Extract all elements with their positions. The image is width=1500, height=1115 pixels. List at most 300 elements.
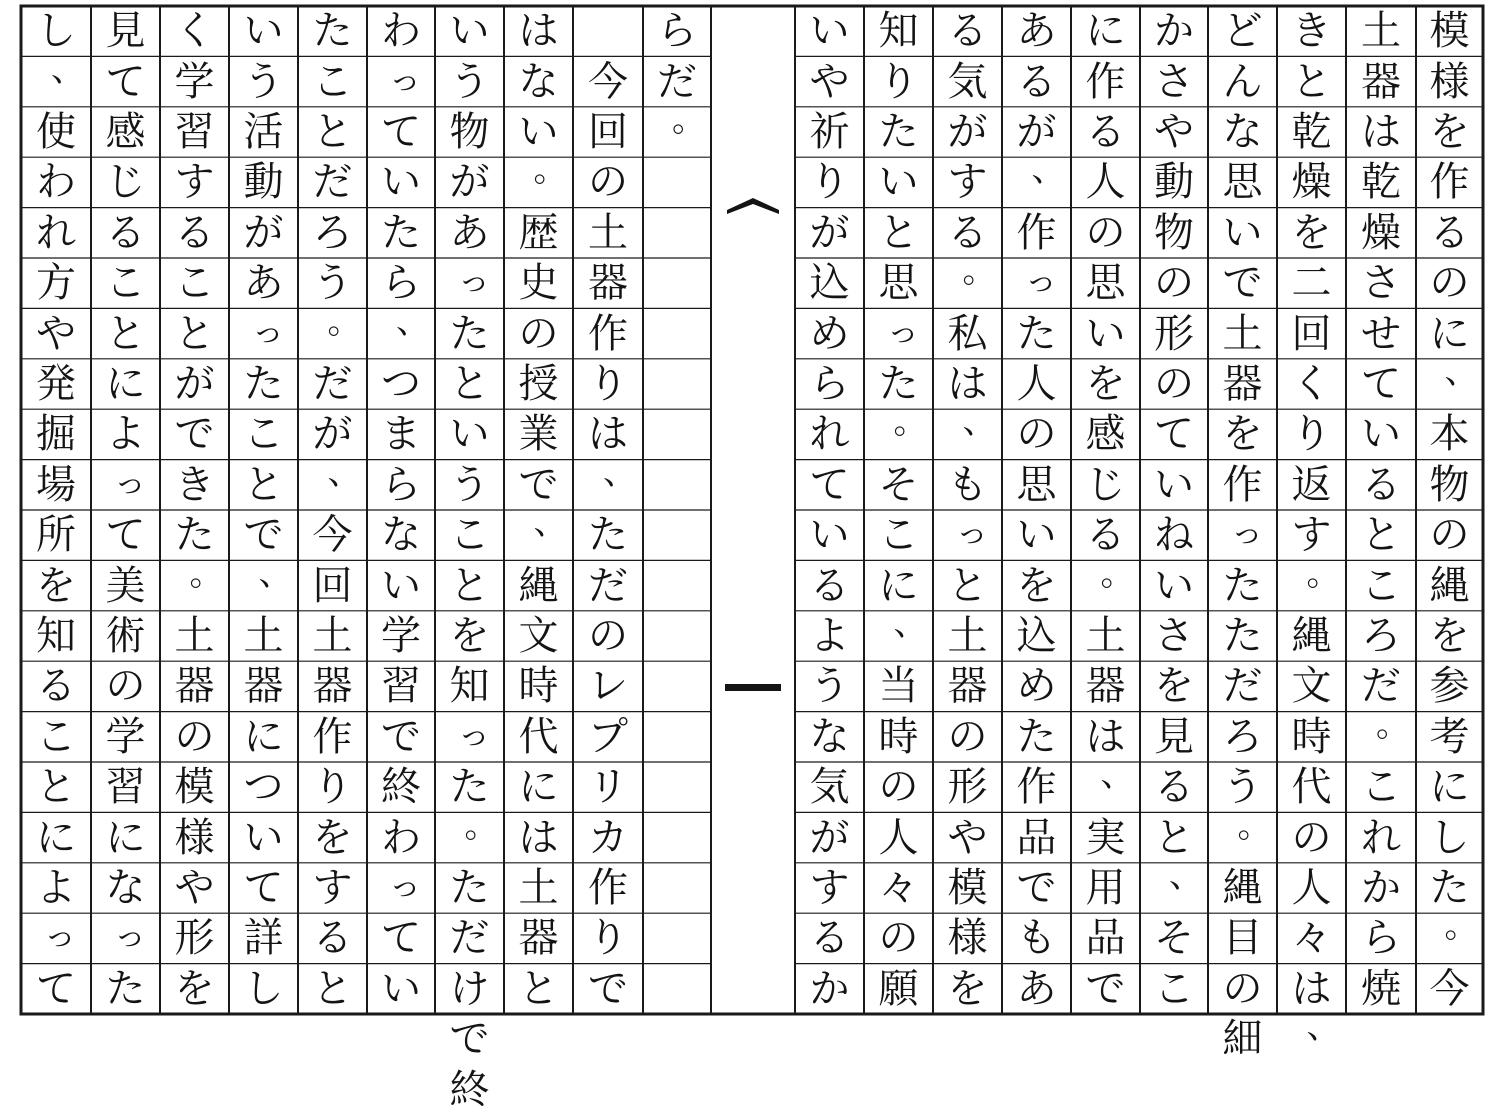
right-page-column	[1346, 6, 1416, 1014]
character-cell: っ	[1230, 514, 1263, 552]
character-cell: が	[1016, 108, 1057, 155]
character-cell: 。	[962, 251, 997, 292]
character-cell: 当	[878, 663, 919, 710]
character-cell: り	[809, 159, 850, 206]
character-cell: っ	[457, 716, 490, 754]
character-cell: よ	[36, 864, 76, 911]
character-cell: 。	[327, 301, 362, 342]
character-cell: っ	[886, 313, 919, 350]
character-cell: ら	[1361, 915, 1401, 962]
character-cell: に	[878, 562, 919, 609]
character-cell: 縄	[1222, 864, 1263, 911]
character-cell: れ	[1361, 814, 1401, 861]
character-cell: だ	[312, 360, 353, 407]
character-cell: 様	[1429, 58, 1470, 105]
character-cell: ら	[809, 360, 850, 407]
character-cell: う	[243, 58, 284, 105]
character-cell: っ	[389, 867, 421, 905]
character-cell: 感	[105, 108, 146, 155]
character-cell: れ	[36, 209, 76, 256]
character-cell: の	[1429, 260, 1470, 307]
character-cell: が	[243, 209, 284, 256]
character-cell: 方	[36, 260, 76, 307]
character-cell: 、	[258, 553, 293, 594]
character-cell: た	[1429, 864, 1470, 911]
character-cell: を	[1222, 411, 1263, 458]
character-cell: だ	[588, 562, 628, 609]
character-cell: た	[1016, 310, 1057, 357]
character-cell: ま	[381, 411, 421, 458]
character-cell: た	[1222, 562, 1263, 609]
character-cell: と	[105, 310, 146, 357]
character-cell: い	[878, 159, 919, 206]
character-cell: 品	[1016, 814, 1057, 861]
character-cell: れ	[809, 411, 850, 458]
character-cell: リ	[588, 764, 628, 811]
character-cell: 土	[588, 209, 628, 256]
right-page-column	[1071, 6, 1140, 1014]
character-cell: ろ	[1222, 713, 1263, 760]
character-cell: と	[312, 108, 353, 155]
character-cell: 器	[588, 260, 628, 307]
character-cell: た	[174, 512, 215, 559]
character-cell: と	[1154, 814, 1194, 861]
right-page-column	[1277, 6, 1346, 1048]
character-cell: の	[588, 159, 628, 206]
character-cell: 、	[1306, 1007, 1341, 1048]
character-cell: ろ	[1361, 612, 1401, 659]
character-cell: っ	[457, 262, 490, 300]
character-cell: 込	[809, 260, 850, 307]
character-cell: て	[381, 915, 421, 962]
character-cell: き	[174, 461, 215, 508]
character-cell: 模	[174, 764, 215, 811]
character-cell: 習	[105, 764, 146, 811]
character-cell: は	[518, 8, 559, 55]
character-cell: と	[1361, 512, 1401, 559]
character-cell: 土	[518, 864, 559, 911]
left-page-column	[160, 6, 229, 1014]
character-cell: と	[449, 360, 490, 407]
character-cell: ろ	[312, 209, 353, 256]
left-page-column	[21, 6, 91, 1014]
character-cell: 土	[1085, 612, 1126, 659]
character-cell: す	[947, 159, 988, 206]
character-cell: い	[1154, 562, 1194, 609]
character-cell: 、	[327, 452, 362, 493]
character-cell: 詳	[243, 915, 284, 962]
character-cell: や	[36, 310, 76, 357]
character-cell: す	[1291, 512, 1332, 559]
left-page-column	[435, 6, 504, 1113]
character-cell: 今	[588, 58, 628, 105]
left-page-column	[298, 6, 367, 1014]
character-cell: い	[243, 8, 284, 55]
character-cell: 私	[947, 310, 988, 357]
character-cell: さ	[1154, 612, 1194, 659]
character-cell: て	[243, 864, 284, 911]
character-cell: そ	[878, 461, 919, 508]
character-cell: 、	[603, 452, 637, 493]
character-cell: 代	[518, 713, 559, 760]
character-cell: 習	[381, 663, 421, 710]
character-cell: な	[381, 512, 421, 559]
character-cell: ら	[381, 461, 421, 508]
character-cell: が	[809, 814, 850, 861]
character-cell: 、	[1100, 755, 1135, 796]
character-cell: や	[809, 58, 850, 105]
character-cell: こ	[105, 260, 146, 307]
character-cell: 業	[518, 411, 559, 458]
character-cell: 模	[947, 864, 988, 911]
character-cell: つ	[243, 764, 284, 811]
character-cell: や	[1154, 108, 1194, 155]
character-cell: な	[1222, 108, 1263, 155]
character-cell: る	[809, 915, 850, 962]
left-page-column	[367, 6, 435, 1014]
character-cell: 終	[381, 764, 421, 811]
character-cell: た	[312, 8, 353, 55]
character-cell: か	[809, 965, 850, 1012]
character-cell: を	[174, 965, 215, 1012]
character-cell: 美	[105, 562, 146, 609]
character-cell: よ	[105, 411, 146, 458]
character-cell: り	[588, 915, 628, 962]
character-cell: と	[312, 965, 353, 1012]
character-cell: 土	[1361, 8, 1401, 55]
character-cell: を	[1429, 612, 1470, 659]
character-cell: い	[809, 512, 850, 559]
character-cell: 物	[1429, 461, 1470, 508]
character-cell: で	[449, 1016, 490, 1063]
character-cell: た	[1016, 713, 1057, 760]
character-cell: た	[1222, 612, 1263, 659]
character-cell: の	[1222, 965, 1263, 1012]
character-cell: 考	[1429, 713, 1470, 760]
character-cell: 史	[518, 260, 559, 307]
character-cell: う	[312, 260, 353, 307]
character-cell: 今	[1429, 965, 1470, 1012]
character-cell: 作	[588, 310, 628, 357]
character-cell: こ	[878, 512, 919, 559]
character-cell: 学	[105, 713, 146, 760]
character-cell: い	[1016, 512, 1057, 559]
character-cell: あ	[243, 260, 284, 307]
character-cell: 人	[1291, 864, 1332, 911]
character-cell: で	[518, 461, 559, 508]
character-cell: こ	[1361, 562, 1401, 609]
character-cell: 感	[1085, 411, 1126, 458]
character-cell: 祈	[809, 108, 850, 155]
character-cell: 模	[1429, 8, 1470, 55]
character-cell: が	[809, 209, 850, 256]
character-cell: プ	[588, 713, 628, 760]
character-cell: こ	[449, 512, 490, 559]
character-cell: で	[1016, 864, 1057, 911]
character-cell: つ	[381, 360, 421, 407]
character-cell: の	[1154, 360, 1194, 407]
character-cell: 習	[174, 108, 215, 155]
character-cell: う	[1222, 764, 1263, 811]
character-cell: 作	[312, 713, 353, 760]
character-cell: ね	[1154, 512, 1194, 559]
character-cell: 本	[1429, 411, 1470, 458]
character-cell: い	[381, 562, 421, 609]
left-page-column	[573, 6, 643, 1014]
character-cell: る	[1016, 58, 1057, 105]
character-cell: で	[174, 411, 215, 458]
character-cell: い	[1361, 411, 1401, 458]
character-cell: 土	[243, 612, 284, 659]
character-cell: を	[1154, 663, 1194, 710]
character-cell: 思	[1016, 461, 1057, 508]
character-cell: う	[449, 461, 490, 508]
character-cell: 縄	[1429, 562, 1470, 609]
character-cell: を	[36, 562, 76, 609]
character-cell: 燥	[1361, 209, 1401, 256]
character-cell: る	[809, 562, 850, 609]
character-cell: な	[809, 713, 850, 760]
character-cell	[573, 6, 643, 56]
character-cell: に	[105, 814, 146, 861]
character-cell: 知	[36, 612, 76, 659]
character-cell: く	[1291, 360, 1332, 407]
character-cell: カ	[588, 814, 628, 861]
character-cell: を	[1016, 562, 1057, 609]
character-cell: の	[518, 310, 559, 357]
character-cell: っ	[1024, 262, 1057, 300]
character-cell: 、	[893, 603, 928, 644]
character-cell: で	[381, 713, 421, 760]
character-cell: て	[105, 58, 146, 105]
character-cell: 、	[533, 503, 568, 544]
character-cell: 学	[174, 58, 215, 105]
character-cell: 形	[947, 764, 988, 811]
character-cell: い	[518, 108, 559, 155]
character-cell: が	[312, 411, 353, 458]
character-cell: ん	[1222, 58, 1263, 105]
character-cell: と	[518, 965, 559, 1012]
character-cell: る	[1429, 209, 1470, 256]
character-cell: き	[1291, 8, 1332, 55]
character-cell: 、	[962, 402, 997, 443]
character-cell: 、	[1031, 150, 1066, 191]
character-cell: の	[947, 713, 988, 760]
character-cell: 回	[588, 108, 628, 155]
character-cell: い	[1222, 209, 1263, 256]
character-cell: 知	[878, 8, 919, 55]
character-cell: 形	[174, 915, 215, 962]
character-cell: に	[243, 713, 284, 760]
character-cell: に	[1429, 764, 1470, 811]
character-cell: の	[1291, 814, 1332, 861]
character-cell: る	[1154, 764, 1194, 811]
left-page-column	[91, 6, 160, 1014]
character-cell: と	[947, 562, 988, 609]
character-cell: 焼	[1361, 965, 1401, 1012]
character-cell: 二	[1291, 260, 1332, 307]
character-cell: と	[449, 562, 490, 609]
character-cell: 土	[1222, 310, 1263, 357]
character-cell: す	[312, 864, 353, 911]
character-cell: た	[243, 360, 284, 407]
character-cell: 発	[36, 360, 76, 407]
character-cell: い	[243, 814, 284, 861]
character-cell: せ	[1361, 310, 1401, 357]
character-cell: て	[105, 512, 146, 559]
character-cell: 回	[312, 562, 353, 609]
character-cell: っ	[955, 514, 988, 552]
character-cell: わ	[36, 159, 76, 206]
character-cell: 代	[1291, 764, 1332, 811]
character-cell: 活	[243, 108, 284, 155]
character-cell: 歴	[518, 209, 559, 256]
character-cell: を	[1085, 360, 1126, 407]
character-cell: の	[105, 663, 146, 710]
character-cell: っ	[113, 917, 146, 955]
character-cell: め	[809, 310, 850, 357]
character-cell: は	[1361, 108, 1401, 155]
character-cell: を	[1429, 108, 1470, 155]
character-cell: 動	[1154, 159, 1194, 206]
character-cell: い	[1085, 310, 1126, 357]
character-cell: や	[947, 814, 988, 861]
character-cell: の	[1016, 411, 1057, 458]
character-cell: で	[1085, 965, 1126, 1012]
character-cell: た	[878, 360, 919, 407]
character-cell: た	[449, 310, 490, 357]
character-cell: 参	[1429, 663, 1470, 710]
character-cell: 器	[174, 663, 215, 710]
character-cell: か	[1154, 8, 1194, 55]
character-cell: 目	[1222, 915, 1263, 962]
character-cell: る	[312, 915, 353, 962]
character-cell: 学	[381, 612, 421, 659]
character-cell: り	[878, 58, 919, 105]
character-cell: っ	[251, 313, 284, 350]
character-cell: す	[174, 159, 215, 206]
character-cell: ど	[1222, 8, 1263, 55]
character-cell: 用	[1085, 864, 1126, 911]
character-cell: っ	[389, 61, 421, 98]
character-cell: そ	[1154, 915, 1194, 962]
character-cell: も	[1016, 915, 1057, 962]
character-cell: 思	[1222, 159, 1263, 206]
character-cell: 文	[1291, 663, 1332, 710]
character-cell: て	[1154, 411, 1194, 458]
character-cell: 。	[1306, 553, 1341, 594]
character-cell: っ	[44, 917, 76, 955]
character-cell: り	[1291, 411, 1332, 458]
character-cell: 。	[1237, 805, 1272, 846]
character-cell: ら	[657, 8, 697, 55]
character-cell: 人	[878, 814, 919, 861]
character-cell: 見	[105, 8, 146, 55]
character-cell: レ	[588, 663, 628, 710]
character-cell: 作	[1222, 461, 1263, 508]
character-cell: に	[1085, 8, 1126, 55]
character-cell: い	[1154, 461, 1194, 508]
character-cell: さ	[1361, 260, 1401, 307]
character-cell: 込	[1016, 612, 1057, 659]
character-cell: が	[174, 360, 215, 407]
character-cell: た	[449, 764, 490, 811]
character-cell: に	[36, 814, 76, 861]
character-cell: 回	[1291, 310, 1332, 357]
character-cell: か	[1361, 864, 1401, 911]
character-cell: わ	[381, 814, 421, 861]
character-cell: が	[449, 159, 490, 206]
character-cell: た	[105, 965, 146, 1012]
right-page-column	[1208, 6, 1277, 1063]
character-cell: 器	[1222, 360, 1263, 407]
character-cell: 。	[533, 150, 568, 191]
character-cell: 乾	[1361, 159, 1401, 206]
character-cell: 土	[312, 612, 353, 659]
character-cell: 願	[878, 965, 919, 1012]
character-cell: 物	[1154, 209, 1194, 256]
character-cell: 文	[518, 612, 559, 659]
character-cell: い	[449, 411, 490, 458]
character-cell: い	[381, 159, 421, 206]
character-cell: こ	[243, 411, 284, 458]
character-cell: 思	[878, 260, 919, 307]
character-cell: う	[449, 58, 490, 105]
character-cell: な	[105, 864, 146, 911]
character-cell: さ	[1154, 58, 1194, 105]
character-cell: 使	[36, 108, 76, 155]
left-page-column	[229, 6, 298, 1014]
character-cell: 時	[1291, 713, 1332, 760]
character-cell: う	[809, 663, 850, 710]
character-cell: 器	[1361, 58, 1401, 105]
right-page-column	[795, 6, 864, 1014]
character-cell: だ	[449, 915, 490, 962]
character-cell: ら	[381, 260, 421, 307]
character-cell: 器	[312, 663, 353, 710]
character-cell: を	[449, 612, 490, 659]
character-cell: だ	[657, 58, 697, 105]
character-cell: る	[36, 663, 76, 710]
character-cell: 、	[1444, 351, 1479, 392]
right-page-column	[1416, 6, 1483, 1014]
character-cell: を	[1291, 209, 1332, 256]
character-cell: し	[243, 965, 284, 1012]
character-cell: を	[312, 814, 353, 861]
character-cell: で	[588, 965, 628, 1012]
character-cell: た	[588, 512, 628, 559]
character-cell: わ	[381, 8, 421, 55]
character-cell: る	[1085, 512, 1126, 559]
character-cell: 器	[518, 915, 559, 962]
character-cell: は	[1291, 965, 1332, 1012]
character-cell: て	[809, 461, 850, 508]
character-cell: こ	[312, 58, 353, 105]
character-cell: 知	[449, 663, 490, 710]
character-cell: に	[518, 764, 559, 811]
character-cell: る	[947, 8, 988, 55]
character-cell: 、	[1169, 855, 1203, 896]
character-cell: の	[878, 764, 919, 811]
character-cell: 場	[36, 461, 76, 508]
right-page-column	[1002, 6, 1071, 1014]
character-cell: い	[449, 8, 490, 55]
character-cell: を	[947, 965, 988, 1012]
character-cell: の	[1429, 512, 1470, 559]
left-page-column	[504, 6, 573, 1014]
character-cell: と	[36, 764, 76, 811]
character-cell: あ	[1016, 8, 1057, 55]
